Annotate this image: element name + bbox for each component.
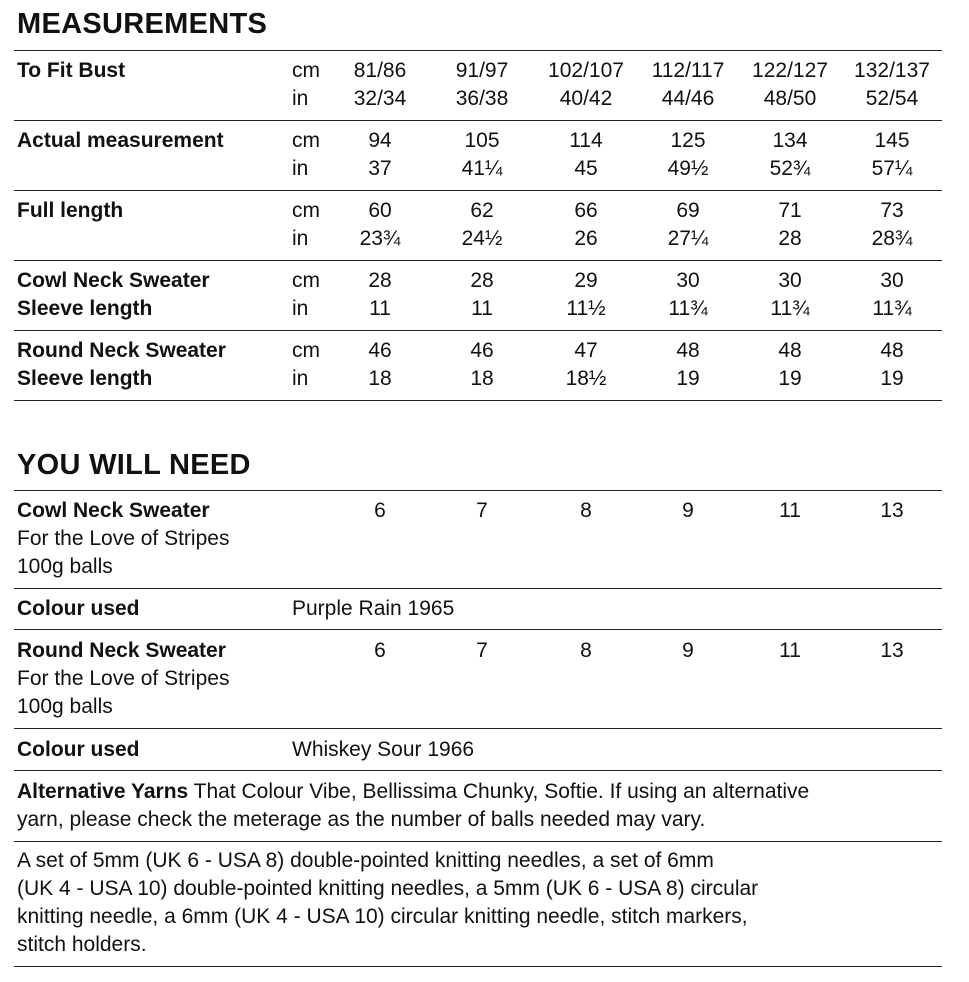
measurement-value-cm: 60 [368, 199, 392, 222]
measurement-value-in: 40/42 [559, 87, 613, 110]
cowl-balls: 11 [779, 499, 801, 522]
measurement-value-cm: 30 [676, 269, 700, 292]
unit-in: in [292, 227, 309, 250]
measurement-value-in: 41¼ [461, 157, 503, 180]
cowl-balls: 7 [476, 499, 488, 522]
measurement-value-in: 11¾ [668, 297, 708, 320]
alternative-yarns-text-line2: yarn, please check the meterage as the number of balls needed may vary. [17, 808, 706, 831]
measurement-value-in: 32/34 [353, 87, 407, 110]
unit-in: in [292, 157, 309, 180]
measurement-value-in: 27¼ [667, 227, 709, 250]
measurement-label: Actual measurement [17, 129, 224, 152]
measurement-value-cm: 46 [470, 339, 494, 362]
needles-paragraph [17, 847, 932, 959]
measurement-value-cm: 46 [368, 339, 392, 362]
measurement-value-cm: 134 [772, 129, 808, 152]
measurement-value-cm: 122/127 [752, 59, 828, 82]
divider [14, 841, 942, 842]
round-colour-label: Colour used [17, 738, 140, 761]
measurement-value-cm: 48 [778, 339, 802, 362]
unit-cm: cm [292, 199, 320, 222]
measurement-value-in: 36/38 [455, 87, 509, 110]
measurement-value-in: 45 [574, 157, 598, 180]
cowl-title: Cowl Neck Sweater [17, 499, 210, 522]
cowl-yarn-weight: 100g balls [17, 555, 113, 578]
round-balls: 9 [682, 639, 694, 662]
measurement-value-in: 57¼ [871, 157, 913, 180]
measurement-value-cm: 69 [676, 199, 700, 222]
divider [14, 728, 942, 729]
measurement-value-cm: 132/137 [854, 59, 930, 82]
unit-in: in [292, 367, 309, 390]
measurement-value-in: 11 [369, 297, 391, 320]
measurement-value-cm: 48 [676, 339, 700, 362]
unit-cm: cm [292, 339, 320, 362]
divider [14, 400, 942, 401]
divider [14, 966, 942, 967]
measurement-label: Full length [17, 199, 124, 222]
cowl-balls: 9 [682, 499, 694, 522]
measurement-value-cm: 73 [880, 199, 904, 222]
divider [14, 120, 942, 121]
measurement-value-cm: 145 [874, 129, 910, 152]
measurement-value-cm: 30 [880, 269, 904, 292]
measurement-value-cm: 62 [470, 199, 494, 222]
measurement-value-cm: 47 [574, 339, 598, 362]
measurement-value-cm: 112/117 [651, 59, 725, 82]
measurement-value-in: 18 [368, 367, 392, 390]
measurement-value-in: 19 [778, 367, 802, 390]
measurement-value-in: 18 [470, 367, 494, 390]
measurement-value-in: 11¾ [770, 297, 810, 320]
measurement-value-in: 18½ [565, 367, 607, 390]
divider [14, 190, 942, 191]
round-balls: 7 [476, 639, 488, 662]
divider [14, 50, 942, 51]
measurement-value-cm: 81/86 [353, 59, 407, 82]
measurement-value-cm: 30 [778, 269, 802, 292]
round-title: Round Neck Sweater [17, 639, 226, 662]
measurement-label: To Fit Bust [17, 59, 126, 82]
divider [14, 629, 942, 630]
round-balls: 8 [580, 639, 592, 662]
cowl-yarn-name: For the Love of Stripes [17, 527, 230, 550]
needles-line: stitch holders. [17, 933, 147, 956]
measurement-value-cm: 125 [670, 129, 706, 152]
measurement-value-cm: 48 [880, 339, 904, 362]
cowl-balls: 13 [880, 499, 904, 522]
divider [14, 260, 942, 261]
cowl-balls: 8 [580, 499, 592, 522]
alternative-yarns-paragraph [17, 778, 932, 834]
divider [14, 330, 942, 331]
cowl-colour-label: Colour used [17, 597, 140, 620]
measurement-value-cm: 28 [470, 269, 494, 292]
unit-cm: cm [292, 269, 320, 292]
measurement-value-cm: 28 [368, 269, 392, 292]
measurement-value-in: 24½ [461, 227, 503, 250]
measurement-value-cm: 71 [778, 199, 802, 222]
round-balls: 11 [779, 639, 801, 662]
measurement-value-cm: 29 [574, 269, 598, 292]
you-will-need-heading: YOU WILL NEED [17, 449, 251, 481]
cowl-colour-value: Purple Rain 1965 [292, 597, 455, 620]
needles-line: (UK 4 - USA 10) double-pointed knitting needles, a 5mm (UK 6 - USA 8) circular [17, 877, 759, 900]
measurement-value-in: 19 [880, 367, 904, 390]
measurement-value-in: 52¾ [769, 157, 811, 180]
measurement-value-in: 37 [368, 157, 392, 180]
measurement-label: Round Neck Sweater [17, 339, 226, 362]
measurement-value-in: 49½ [667, 157, 709, 180]
measurement-sublabel: Sleeve length [17, 297, 153, 320]
alternative-yarns-text: That Colour Vibe, Bellissima Chunky, Softie. If using an alternative [188, 780, 810, 803]
cowl-balls: 6 [374, 499, 386, 522]
unit-in: in [292, 297, 309, 320]
measurement-value-in: 28¾ [871, 227, 913, 250]
measurement-label: Cowl Neck Sweater [17, 269, 210, 292]
measurement-value-in: 28 [778, 227, 802, 250]
measurement-value-in: 48/50 [763, 87, 817, 110]
round-colour-value: Whiskey Sour 1966 [292, 738, 475, 761]
measurement-value-in: 23¾ [359, 227, 401, 250]
measurement-value-cm: 91/97 [455, 59, 509, 82]
round-balls: 13 [880, 639, 904, 662]
measurements-heading: MEASUREMENTS [17, 8, 268, 40]
divider [14, 588, 942, 589]
unit-cm: cm [292, 59, 320, 82]
round-yarn-name: For the Love of Stripes [17, 667, 230, 690]
measurement-value-cm: 66 [574, 199, 598, 222]
measurement-value-cm: 94 [368, 129, 392, 152]
alternative-yarns-label: Alternative Yarns [17, 780, 189, 803]
measurement-value-in: 11½ [566, 297, 606, 320]
needles-line: knitting needle, a 6mm (UK 4 - USA 10) circular knitting needle, stitch markers, [17, 905, 748, 928]
measurement-value-in: 26 [574, 227, 598, 250]
measurement-value-cm: 102/107 [548, 59, 624, 82]
divider [14, 490, 942, 491]
round-yarn-weight: 100g balls [17, 695, 113, 718]
divider [14, 770, 942, 771]
measurement-value-in: 52/54 [865, 87, 919, 110]
unit-cm: cm [292, 129, 320, 152]
measurement-value-cm: 105 [464, 129, 500, 152]
measurement-sublabel: Sleeve length [17, 367, 153, 390]
unit-in: in [292, 87, 309, 110]
measurement-value-in: 19 [676, 367, 700, 390]
measurement-value-in: 11¾ [872, 297, 912, 320]
measurement-value-cm: 114 [569, 129, 603, 152]
measurement-value-in: 44/46 [661, 87, 715, 110]
measurement-value-in: 11 [471, 297, 493, 320]
round-balls: 6 [374, 639, 386, 662]
needles-line: A set of 5mm (UK 6 - USA 8) double-pointed knitting needles, a set of 6mm [17, 849, 714, 872]
